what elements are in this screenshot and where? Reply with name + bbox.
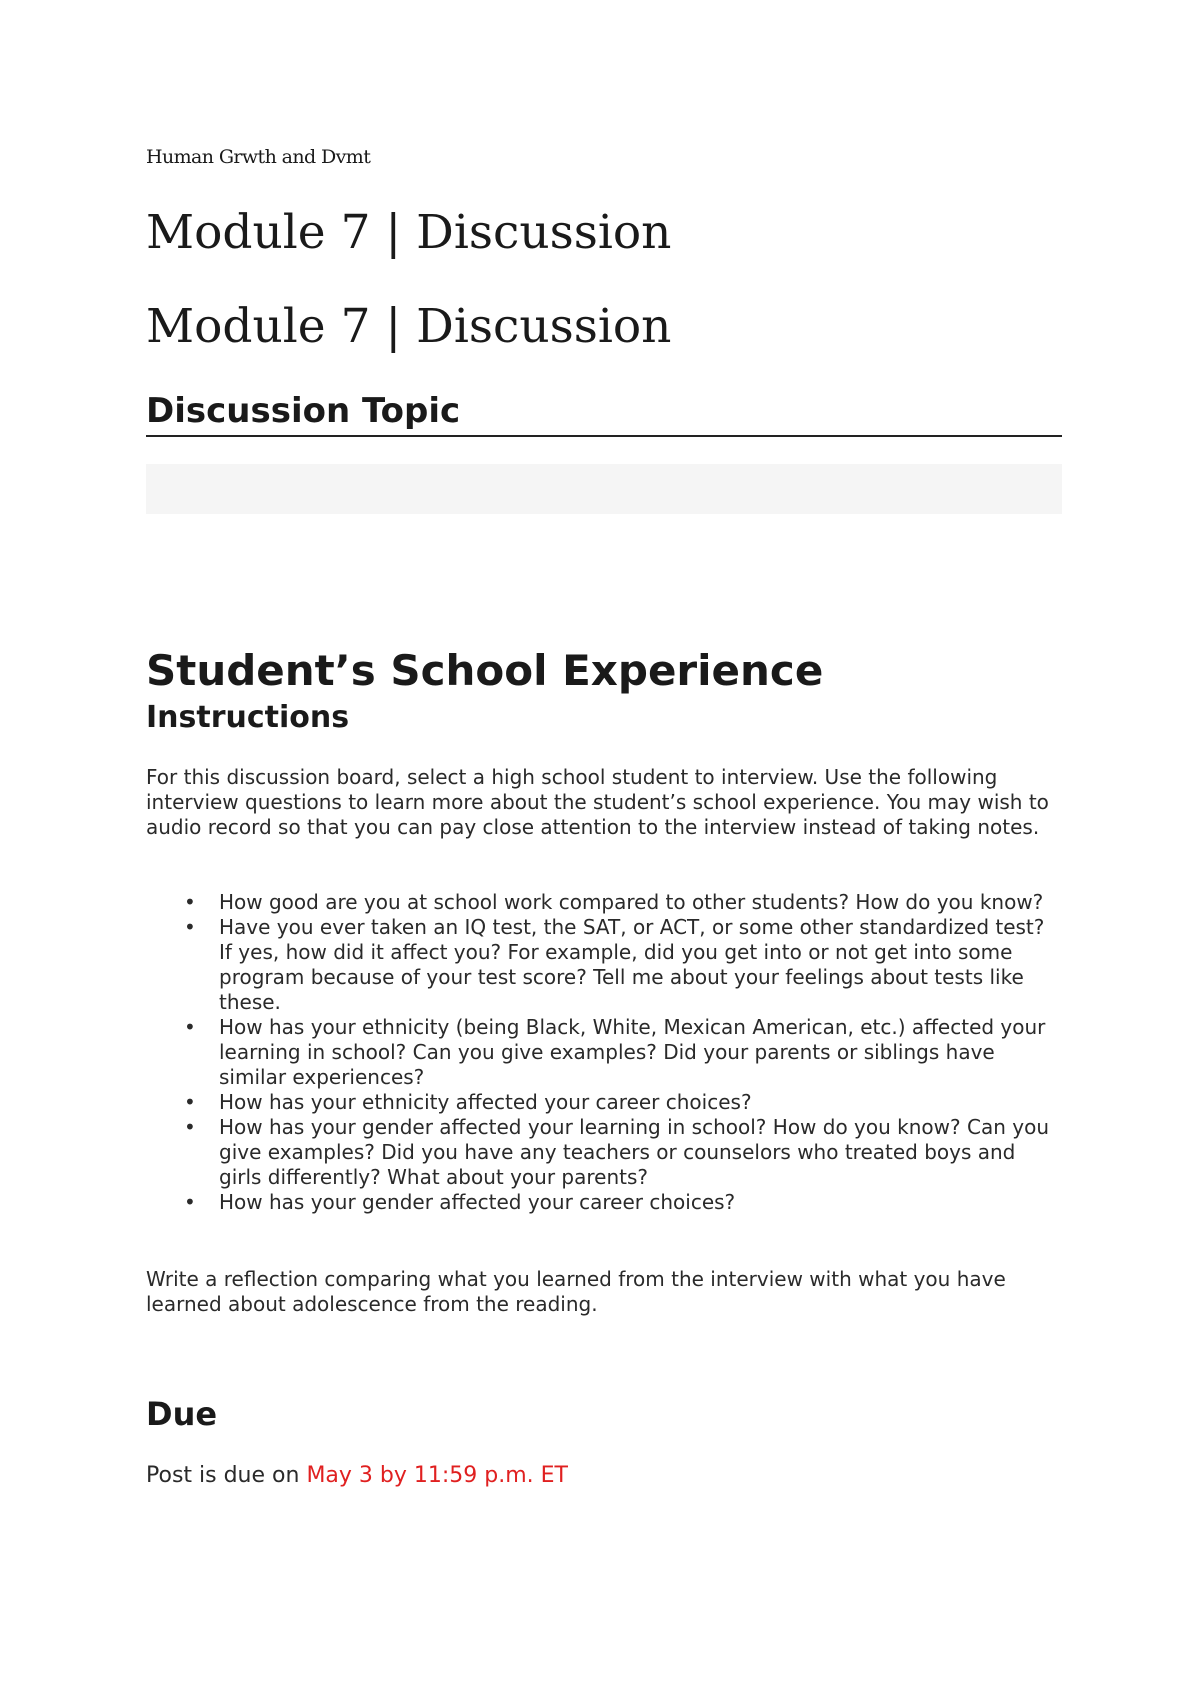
question-text: How has your gender affected your learning in school? How do you know? Can you give examples? Did you have any teachers or counselors who treated boys and girls differently? What about your parents? <box>219 1115 1049 1189</box>
list-item <box>146 1190 1062 1215</box>
question-text: How has your gender affected your career choices? <box>219 1190 736 1214</box>
list-item <box>146 1115 1062 1190</box>
bullet-icon: • <box>184 1190 196 1214</box>
topic-placeholder-bar <box>146 464 1062 514</box>
course-name: Human Grwth and Dvmt <box>146 146 371 168</box>
list-item <box>146 890 1062 915</box>
due-date: May 3 by 11:59 p.m. ET <box>306 1463 568 1488</box>
intro-paragraph: For this discussion board, select a high school student to interview. Use the following interview questions to learn more about the student’s school experience. You may wish to audio record so that you can pay close attention to the interview instead of taking notes. <box>146 765 1049 839</box>
question-text: Have you ever taken an IQ test, the SAT, or ACT, or some other standardized test? If yes, how did it affect you? For example, did you get into or not get into some program because of your test score? Tell me about your feelings about tests like these. <box>219 915 1045 1014</box>
bullet-icon: • <box>184 1115 196 1139</box>
question-text: How has your ethnicity (being Black, White, Mexican American, etc.) affected your learning in school? Can you give examples? Did your parents or siblings have similar experiences? <box>219 1015 1046 1089</box>
bullet-icon: • <box>184 915 196 939</box>
due-line <box>146 1463 568 1488</box>
question-text: How has your ethnicity affected your career choices? <box>219 1090 752 1114</box>
list-item <box>146 1015 1062 1090</box>
interview-questions-list <box>146 890 1062 1215</box>
list-item <box>146 1090 1062 1115</box>
instructions-heading: Instructions <box>146 700 350 735</box>
list-item <box>146 915 1062 1015</box>
bullet-icon: • <box>184 1090 196 1114</box>
due-heading: Due <box>146 1395 218 1433</box>
reflection-paragraph: Write a reflection comparing what you learned from the interview with what you have learned about adolescence from the reading. <box>146 1267 1006 1316</box>
discussion-topic-heading: Discussion Topic <box>146 391 1062 437</box>
module-title-repeat: Module 7 | Discussion <box>146 299 672 354</box>
question-text: How good are you at school work compared to other students? How do you know? <box>219 890 1044 914</box>
section-title: Student’s School Experience <box>146 646 824 695</box>
bullet-icon: • <box>184 890 196 914</box>
module-title: Module 7 | Discussion <box>146 205 672 260</box>
bullet-icon: • <box>184 1015 196 1039</box>
due-prefix: Post is due on <box>146 1463 307 1488</box>
